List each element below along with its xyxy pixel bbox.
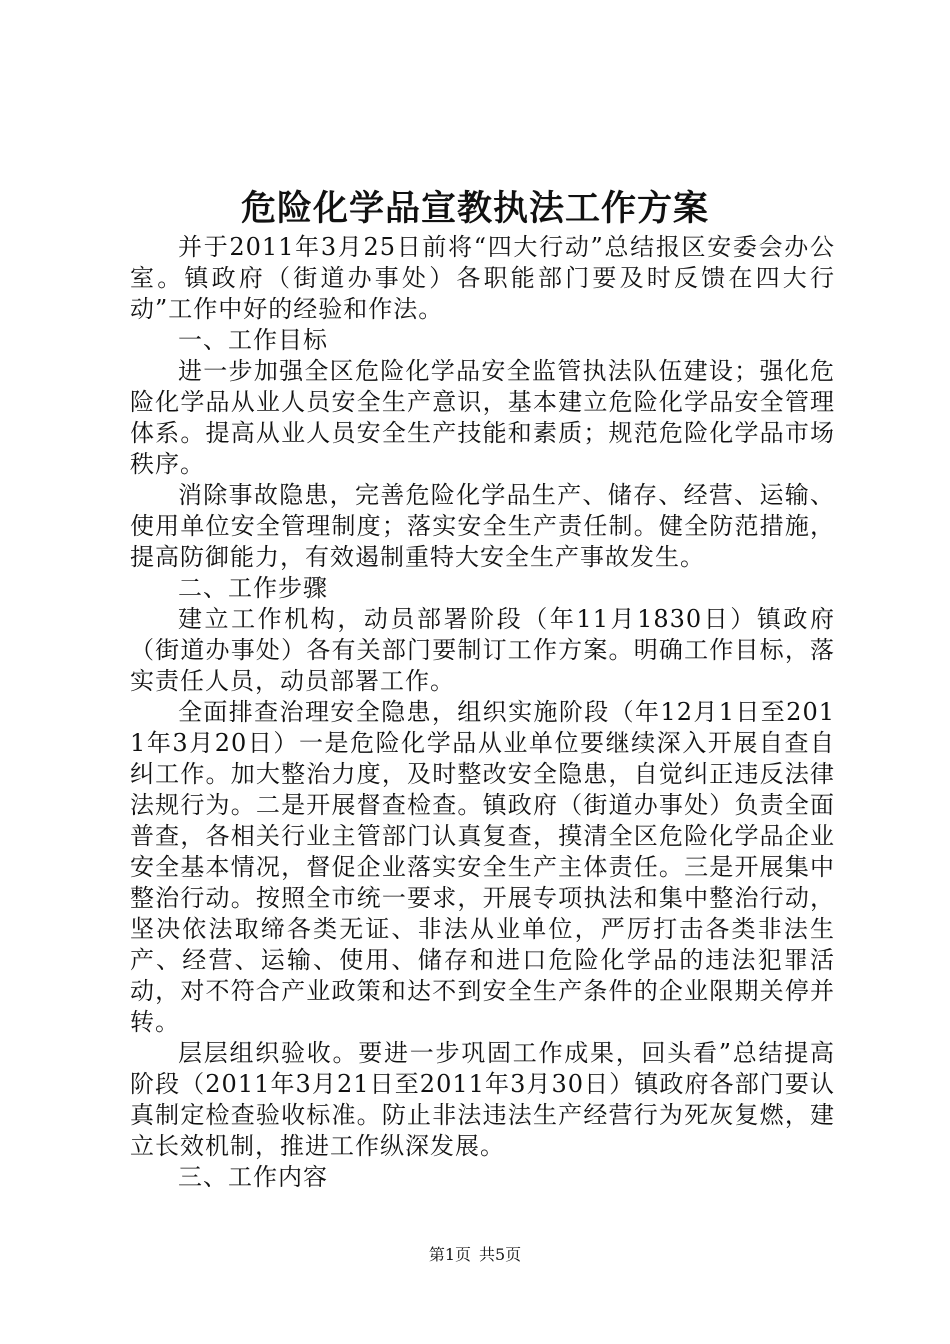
document-title: 危险化学品宣教执法工作方案 <box>240 189 709 229</box>
paragraph-steps-2: 全面排查治理安全隐患，组织实施阶段（年12月1日至2011年3月20日）一是危险化学品从业单位要继续深入开展自查自纠工作。加大整治力度，及时整改安全隐患，自觉纠正违反法律法规行为。二是开展督查检查。镇政府（街道办事处）负责全面普查，各相关行业主管部门认真复查，摸清全区危险化学品企业安全基本情况，督促企业落实安全生产主体责任。三是开展集中整治行动。按照全市统一要求，开展专项执法和集中整治行动，坚决依法取缔各类无证、非法从业单位，严厉打击各类非法生产、经营、运输、使用、储存和进口危险化学品的违法犯罪活动，对不符合产业政策和达不到安全生产条件的企业限期关停并转。 <box>130 698 835 1036</box>
page-total: 共5页 <box>479 1245 522 1264</box>
paragraph-steps-3: 层层组织验收。要进一步巩固工作成果，回头看”总结提高阶段（2011年3月21日至2011年3月30日）镇政府各部门要认真制定检查验收标准。防止非法违法生产经营行为死灰复燃，建立长效机制，推进工作纵深发展。 <box>130 1039 835 1160</box>
page-footer <box>0 1244 950 1266</box>
paragraph-goals-2: 消除事故隐患，完善危险化学品生产、储存、经营、运输、使用单位安全管理制度；落实安全生产责任制。健全防范措施，提高防御能力，有效遏制重特大安全生产事故发生。 <box>130 481 835 571</box>
section-heading-content: 三、工作内容 <box>178 1163 328 1191</box>
section-heading-goals: 一、工作目标 <box>178 326 328 354</box>
page-number: 第1页 <box>428 1245 471 1264</box>
paragraph-steps-1: 建立工作机构，动员部署阶段（年11月1830日）镇政府（街道办事处）各有关部门要制订工作方案。明确工作目标，落实责任人员，动员部署工作。 <box>130 605 835 695</box>
section-heading-steps: 二、工作步骤 <box>178 574 328 602</box>
paragraph-intro: 并于2011年3月25日前将“四大行动”总结报区安委会办公室。镇政府（街道办事处）各职能部门要及时反馈在四大行动”工作中好的经验和作法。 <box>130 233 835 323</box>
paragraph-goals-1: 进一步加强全区危险化学品安全监管执法队伍建设；强化危险化学品从业人员安全生产意识，基本建立危险化学品安全管理体系。提高从业人员安全生产技能和素质；规范危险化学品市场秩序。 <box>130 357 835 478</box>
document-body <box>130 232 835 1193</box>
